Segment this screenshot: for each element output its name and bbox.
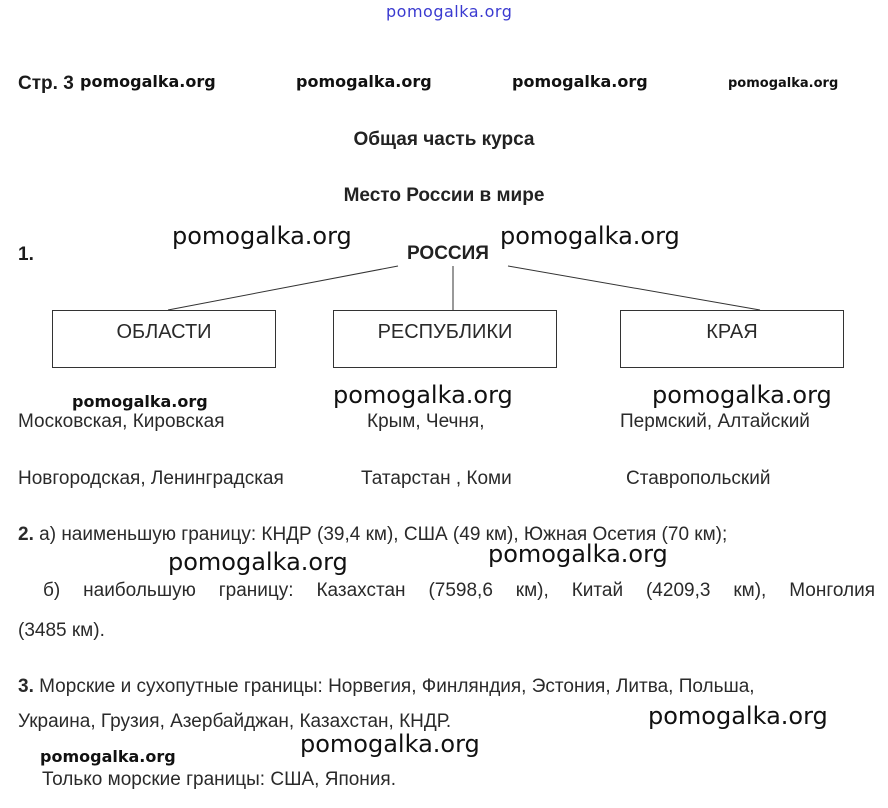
section-title: Общая часть курса (353, 129, 535, 150)
watermark[interactable]: pomogalka.org (648, 702, 828, 730)
task2-line-b-end: (3485 км). (18, 620, 105, 641)
respubliki-examples-1: Крым, Чечня, (367, 411, 485, 432)
box-label: ОБЛАСТИ (116, 321, 212, 343)
watermark[interactable]: pomogalka.org (333, 381, 513, 409)
watermark[interactable]: pomogalka.org (512, 72, 648, 91)
task3-line-2: Украина, Грузия, Азербайджан, Казахстан, КНДР. (18, 711, 452, 732)
connector-line (168, 266, 398, 310)
watermark[interactable]: pomogalka.org (80, 72, 216, 91)
watermark[interactable]: pomogalka.org (172, 222, 352, 250)
watermark[interactable]: pomogalka.org (300, 730, 480, 758)
diagram-root: РОССИЯ (407, 243, 489, 264)
watermark[interactable]: pomogalka.org (488, 540, 668, 568)
watermark[interactable]: pomogalka.org (500, 222, 680, 250)
oblasti-examples-2: Новгородская, Ленинградская (18, 468, 284, 489)
diagram-box-kraya (620, 310, 844, 368)
task3-line-1 (18, 676, 755, 698)
watermark[interactable]: pomogalka.org (728, 76, 839, 91)
task2-number: 2. (18, 524, 34, 545)
topic-title: Место России в мире (343, 185, 545, 206)
page-label: Стр. 3 (18, 73, 74, 94)
task1-number: 1. (18, 244, 34, 265)
watermark-top[interactable]: pomogalka.org (386, 2, 513, 21)
kraya-examples-1: Пермский, Алтайский (620, 411, 810, 432)
watermark[interactable]: pomogalka.org (296, 72, 432, 91)
task2-a-text: а) наименьшую границу: КНДР (39,4 км), США (49 км), Южная Осетия (70 км); (39, 524, 728, 545)
task3-text-1: Морские и сухопутные границы: Норвегия, Финляндия, Эстония, Литва, Польша, (39, 676, 755, 697)
diagram-box-oblasti (52, 310, 276, 368)
task2-line-b: б) наибольшую границу: Казахстан (7598,6 км), Китай (4209,3 км), Монголия (43, 580, 875, 601)
watermark[interactable]: pomogalka.org (40, 747, 176, 766)
watermark[interactable]: pomogalka.org (652, 381, 832, 409)
watermark[interactable]: pomogalka.org (72, 392, 208, 411)
respubliki-examples-2: Татарстан , Коми (361, 468, 512, 489)
task3-number: 3. (18, 676, 34, 697)
oblasti-examples-1: Московская, Кировская (18, 411, 225, 432)
connector-line (508, 266, 760, 310)
box-label: КРАЯ (706, 321, 758, 343)
box-label: РЕСПУБЛИКИ (377, 321, 513, 343)
watermark[interactable]: pomogalka.org (168, 548, 348, 576)
kraya-examples-2: Ставропольский (626, 468, 771, 489)
diagram-box-respubliki (333, 310, 557, 368)
task3-line-3: Только морские границы: США, Япония. (42, 769, 396, 790)
